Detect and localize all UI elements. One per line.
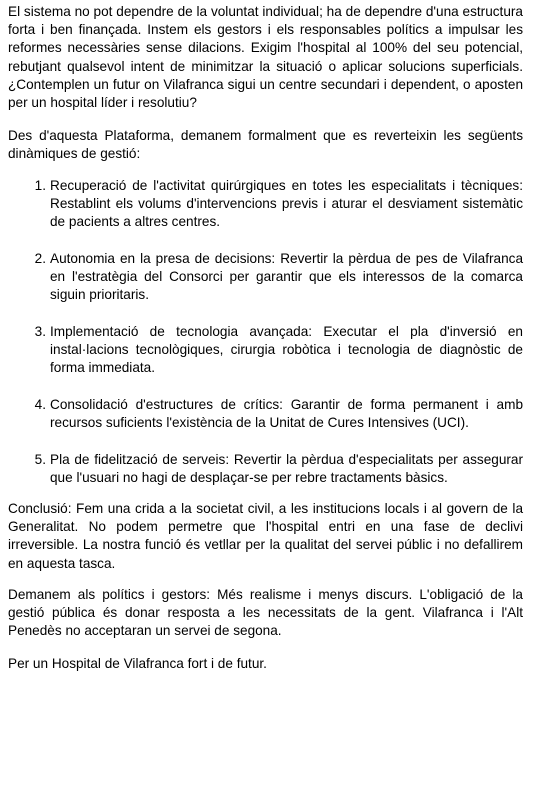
list-item-text: Consolidació d'estructures de crítics: Garantir de forma permanent i amb recursos suficients l'existència de la Unitat de Cures Intensives (UCI). <box>50 397 523 431</box>
politicians-paragraph: Demanem als polítics i gestors: Més realisme i menys discurs. L'obligació de la gestió pública és donar resposta a les necessitats de la gent. Vilafranca i l'Alt Penedès no acceptaran un servei de segona. <box>8 587 523 639</box>
list-item-text: Implementació de tecnologia avançada: Executar el pla d'inversió en instal·lacions tecnològiques, cirurgia robòtica i tecnologia de diagnòstic de forma immediata. <box>50 324 523 376</box>
list-item-text: Recuperació de l'activitat quirúrgiques en totes les especialitats i tècniques: Restablint els volums d'intervencions previs i aturar el desviament sistemàtic de pacients a altres centres. <box>50 178 523 230</box>
closing-paragraph: Per un Hospital de Vilafranca fort i de futur. <box>8 656 267 671</box>
list-item <box>28 177 523 233</box>
list-item <box>28 323 523 379</box>
list-item <box>28 396 523 434</box>
demand-intro-paragraph: Des d'aquesta Plataforma, demanem formalment que es reverteixin les següents dinàmiques de gestió: <box>8 128 523 162</box>
intro-paragraph: El sistema no pot dependre de la voluntat individual; ha de dependre d'una estructura forta i ben finançada. Instem els gestors i els responsables polítics a impulsar les reformes necessàries sense dilacions. Exigim l'hospital al 100% del seu potencial, rebutjant qualsevol intent de minimitzar la situació o aplicar solucions superficials. ¿Contemplen un futur on Vilafranca sigui un centre secundari i dependent, o aposten per un hospital líder i resolutiu? <box>8 4 523 111</box>
list-item-number: 5. <box>34 452 46 467</box>
list-item <box>28 451 523 489</box>
list-item <box>28 250 523 306</box>
list-item-number: 1. <box>34 178 46 193</box>
list-item-text: Autonomia en la presa de decisions: Revertir la pèrdua de pes de Vilafranca en l'estratègia del Consorci per garantir que els interessos de la comarca siguin prioritaris. <box>50 251 523 303</box>
list-item-number: 2. <box>34 251 46 266</box>
list-item-text: Pla de fidelització de serveis: Revertir la pèrdua d'especialitats per assegurar que l'usuari no hagi de desplaçar-se per rebre tractaments bàsics. <box>50 452 523 486</box>
conclusion-paragraph: Conclusió: Fem una crida a la societat civil, a les institucions locals i al govern de la Generalitat. No podem permetre que l'hospital entri en una fase de declivi irreversible. La nostra funció és vetllar per la qualitat del servei públic i no defallirem en aquesta tasca. <box>8 501 523 571</box>
list-item-number: 3. <box>34 324 46 339</box>
list-item-number: 4. <box>34 397 46 412</box>
